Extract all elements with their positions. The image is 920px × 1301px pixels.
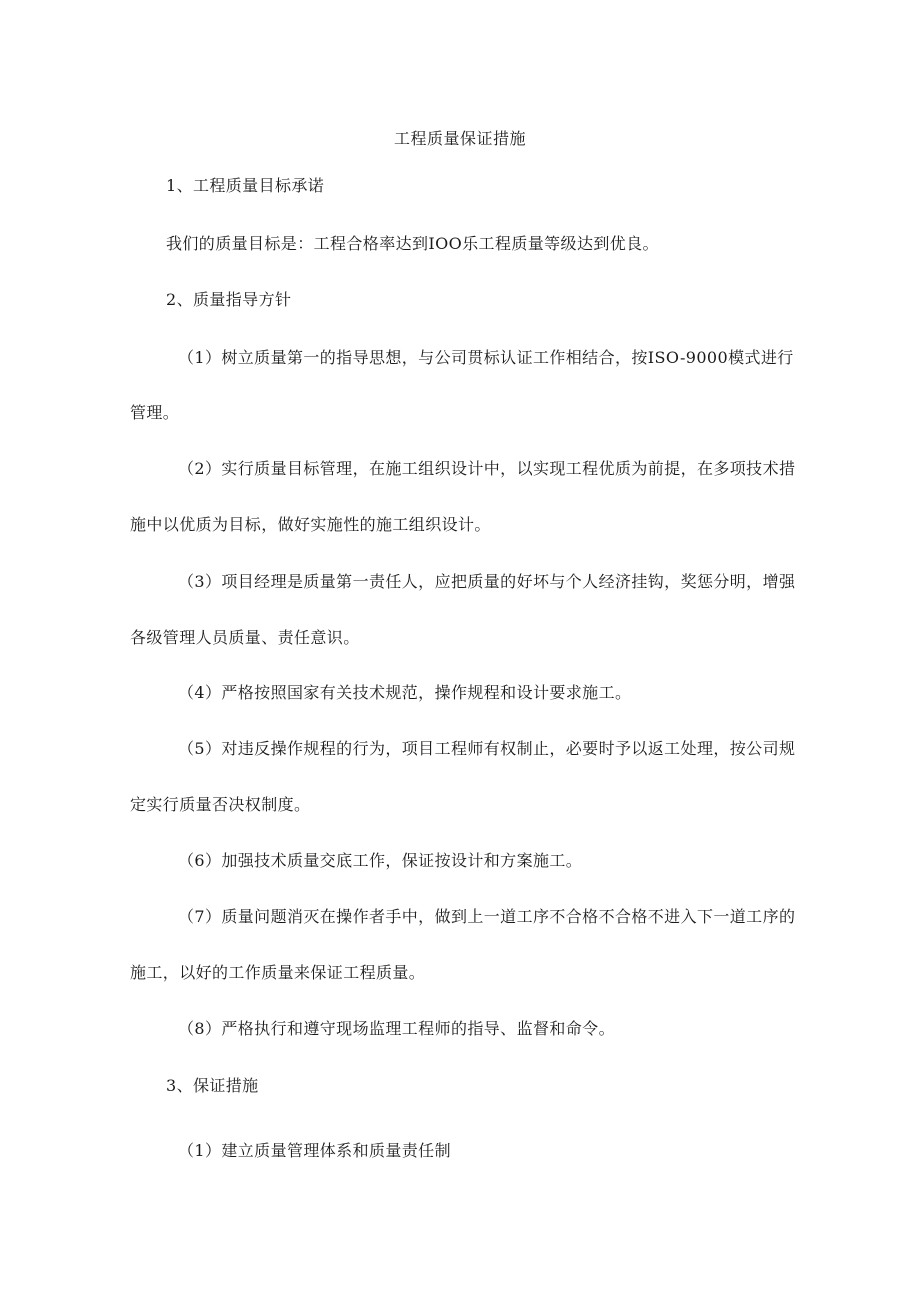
item-7-line-1: （7）质量问题消灭在操作者手中，做到上一道工序不合格不合格不进入下一道工序的 — [178, 907, 796, 926]
item-5-line-1: （5）对违反操作规程的行为，项目工程师有权制止，必要时予以返工处理，按公司规 — [178, 739, 796, 758]
item-3-line-1: （3）项目经理是质量第一责任人，应把质量的好坏与个人经济挂钩，奖惩分明，增强 — [178, 572, 796, 591]
section-heading-2: 2、质量指导方针 — [166, 290, 292, 309]
item-3-line-2: 各级管理人员质量、责任意识。 — [130, 628, 360, 647]
item-2-line-2: 施中以优质为目标，做好实施性的施工组织设计。 — [130, 515, 491, 534]
item-8-line-1: （8）严格执行和遵守现场监理工程师的指导、监督和命令。 — [178, 1019, 615, 1038]
paragraph-quality-goal: 我们的质量目标是：工程合格率达到IOO乐工程质量等级达到优良。 — [166, 234, 659, 253]
item-6-line-1: （6）加强技术质量交底工作，保证按设计和方案施工。 — [178, 851, 583, 870]
item-1-line-1: （1）树立质量第一的指导思想，与公司贯标认证工作相结合，按ISO-9000模式进行 — [178, 348, 794, 367]
measure-1-line-1: （1）建立质量管理体系和质量责任制 — [178, 1141, 451, 1160]
section-heading-1: 1、工程质量目标承诺 — [166, 176, 325, 195]
item-5-line-2: 定实行质量否决权制度。 — [130, 795, 311, 814]
section-heading-3: 3、保证措施 — [166, 1076, 259, 1095]
item-1-line-2: 管理。 — [130, 403, 180, 422]
item-7-line-2: 施工，以好的工作质量来保证工程质量。 — [130, 963, 426, 982]
document-title: 工程质量保证措施 — [393, 129, 526, 148]
item-2-line-1: （2）实行质量目标管理，在施工组织设计中，以实现工程优质为前提，在多项技术措 — [178, 459, 796, 478]
item-4-line-1: （4）严格按照国家有关技术规范，操作规程和设计要求施工。 — [178, 683, 632, 702]
